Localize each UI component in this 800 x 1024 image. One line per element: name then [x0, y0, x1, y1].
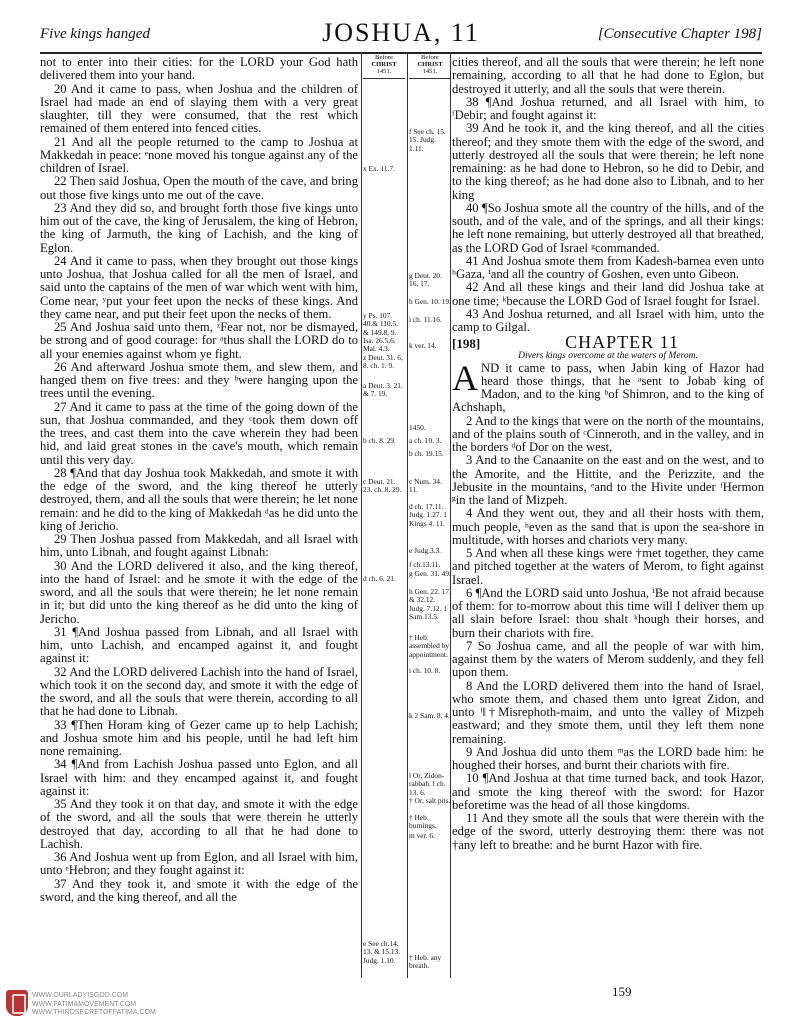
- footer-website-links: [32, 992, 156, 1018]
- verse-paragraph: not to enter into their cities: for the LORD your God hath delivered them into your hand.: [40, 55, 358, 83]
- cross-reference: c Deut. 21. 23. ch. 8. 29.: [363, 477, 402, 495]
- chapter-summary: Divers kings overcome at the waters of Merom.: [518, 350, 698, 361]
- verse-paragraph: 4 And they went out, they and all their hosts with them, much people, ʰeven as the sand that is upon the sea-shore in multitude, with horses and chariots very many.: [452, 506, 764, 547]
- margin-rule-middle: [407, 52, 408, 978]
- page-number: 159: [612, 984, 632, 999]
- cross-reference: † Heb. assembled by appointment.: [409, 633, 450, 659]
- cross-reference: g Deut. 20. 16, 17.: [409, 271, 442, 289]
- verse-paragraph: 38 ¶And Joshua returned, and all Israel with him, to ᶠDebir; and fought against it:: [452, 94, 764, 122]
- cross-reference: y Ps. 107. 40.& 110.5. & 149.8, 9. Isa. 26.5,6. Mal. 4.3.: [363, 311, 399, 354]
- verse-paragraph: 33 ¶Then Horam king of Gezer came up to help Lachish; and Joshua smote him and his people, until he had left him none remaining.: [40, 717, 358, 758]
- verse-paragraph: 24 And it came to pass, when they brought out those kings unto Joshua, that Joshua called for all the men of Israel, and said unto the captains of the men of war which went with him, Come near, ʸput your feet upon the necks of these kings. And they came near, and put their feet upon the necks of them.: [40, 253, 358, 321]
- verse-paragraph: 11 And they smote all the souls that were therein with the edge of the sword, utterly destroying them: there was not †any left to breathe: and he burnt Hazor with fire.: [452, 811, 764, 852]
- footer-link[interactable]: WWW.OURLADYISGOD.COM: [32, 992, 129, 999]
- cross-reference: i ch. 10. 8.: [409, 666, 441, 675]
- cross-reference: m ver. 6.: [409, 831, 435, 840]
- left-text-column: [40, 56, 358, 904]
- verse-paragraph: 22 Then said Joshua, Open the mouth of the cave, and bring out those five kings unto me out of the cave.: [40, 174, 358, 202]
- verse-paragraph: 34 ¶And from Lachish Joshua passed unto Eglon, and all Israel with him: and they encamped against it, and fought against it:: [40, 757, 358, 798]
- cross-reference: k ver. 14.: [409, 341, 437, 350]
- verse-paragraph: 37 And they took it, and smote it with the edge of the sword, and the king thereof, and all the: [40, 876, 358, 904]
- chapter-heading: [452, 332, 764, 353]
- cross-reference: h Gen. 22. 17. & 32.12. Judg. 7.12. 1 Sam.13.5.: [409, 587, 451, 621]
- cross-reference: d ch. 17.11. Judg. 1.27. 1 Kings 4. 11.: [409, 502, 447, 528]
- verse-paragraph: 42 And all these kings and their land did Joshua take at one time; ᵏbecause the LORD God of Israel fought for Israel.: [452, 280, 764, 308]
- cross-reference: † Heb. any breath.: [409, 953, 442, 971]
- cross-reference: a Deut. 3. 21. & 7. 19.: [363, 381, 403, 399]
- cross-reference: c Num. 34. 11.: [409, 477, 442, 495]
- cross-reference: i ch. 11.16.: [409, 315, 442, 324]
- margin-references-right: [409, 52, 451, 980]
- verse-paragraph: 35 And they took it on that day, and smote it with the edge of the sword, and all the souls that were therein he utterly destroyed that day, according to all that he had done to Lachish.: [40, 797, 358, 851]
- verse-paragraph: 6 ¶And the LORD said unto Joshua, ⁱBe not afraid because of them: for to-morrow about this time will I deliver them up all slain before Israel: thou shalt ᵏhough their horses, and burn their chariots with fire.: [452, 585, 764, 640]
- margin-references-left: [363, 52, 405, 980]
- cross-reference: g Gen. 31. 49.: [409, 569, 451, 578]
- header-topic: Five kings hanged: [40, 26, 150, 42]
- verse-paragraph: 21 And all the people returned to the camp to Joshua at Makkedah in peace: ᵉnone moved his tongue against any of the children of Israel.: [40, 134, 358, 175]
- cross-reference: e See ch.14. 13. & 15.13. Judg. 1.10.: [363, 939, 401, 965]
- footer-link[interactable]: WWW.THIRDSECRETOFFATIMA.COM: [32, 1009, 156, 1016]
- verse-paragraph: 2 And to the kings that were on the north of the mountains, and of the plains south of ᶜCinneroth, and in the valley, and in the borders ᵈof Dor on the west,: [452, 413, 764, 454]
- verse-paragraph: 20 And it came to pass, when Joshua and the children of Israel had made an end of slaying them with a very great slaughter, till they were consumed, that the rest which remained of them entered into fenced cities.: [40, 81, 358, 136]
- chronology-date: 1450.: [409, 423, 426, 432]
- verse-paragraph: 32 And the LORD delivered Lachish into the hand of Israel, which took it on the second day, and smote it with the edge of the sword, and all the souls that were therein, according to all that he had done to Libnah.: [40, 664, 358, 719]
- cross-reference: k 2 Sam. 8. 4.: [409, 711, 450, 720]
- verse-paragraph: 31 ¶And Joshua passed from Libnah, and all Israel with him, unto Lachish, and encamped against it, and fought against it:: [40, 624, 358, 666]
- website-logo-icon: [6, 990, 28, 1016]
- margin-date-header: Before CHRIST 1451.: [409, 52, 451, 79]
- cross-reference: x Ex. 11.7.: [363, 164, 395, 173]
- cross-reference: ‖ Or, Zidon-rabbah. l ch. 13. 6.: [409, 771, 446, 797]
- verse-paragraph: 27 And it came to pass at the time of the going down of the sun, that Joshua commanded, and they ᶜtook them down off the trees, and cast them into the cave wherein they had been hid, and laid great stones in the cave's mouth, which remain until this very day.: [40, 399, 358, 467]
- margin-rule-left: [361, 52, 362, 978]
- verse-paragraph: 9 And Joshua did unto them ᵐas the LORD bade him: he houghed their horses, and burnt their chariots with fire.: [452, 744, 764, 772]
- verse-paragraph: 26 And afterward Joshua smote them, and slew them, and hanged them on five trees: and they ᵇwere hanging upon the trees until the evening.: [40, 359, 358, 401]
- verse-paragraph: AND it came to pass, when Jabin king of Hazor had heard those things, that he ᵃsent to Jobab king of Madon, and to the king ᵇof Shimron, and to the king of Achshaph,: [452, 357, 764, 415]
- cross-reference: z Deut. 31. 6, 8. ch. 1. 9.: [363, 353, 403, 371]
- cross-reference: e Judg.3.3.: [409, 546, 442, 555]
- verse-paragraph: 36 And Joshua went up from Eglon, and all Israel with him, unto ᵉHebron; and they fought against it:: [40, 850, 358, 878]
- verse-paragraph: 10 ¶And Joshua at that time turned back, and took Hazor, and smote the king thereof with the sword: for Hazor beforetime was the head of all those kingdoms.: [452, 771, 764, 812]
- cross-reference: a ch. 10. 3.: [409, 436, 442, 445]
- verse-paragraph: 23 And they did so, and brought forth those five kings unto him out of the cave, the king of Jerusalem, the king of Hebron, the king of Jarmuth, the king of Lachish, and the king of Eglon.: [40, 200, 358, 255]
- verse-paragraph: 8 And the LORD delivered them into the hand of Israel, who smote them, and chased them unto ‖great Zidon, and unto ˡ‖†Misrephoth-maim, and unto the valley of Mizpeh eastward; and they smote them, until they left them none remaining.: [452, 678, 764, 746]
- cross-reference: † Heb. burnings.: [409, 813, 437, 831]
- footer-link[interactable]: WWW.FATIMAMOVEMENT.COM: [32, 1000, 137, 1008]
- verse-paragraph: 40 ¶So Joshua smote all the country of the hills, and of the south, and of the vale, and of the springs, and all their kings: he left none remaining, but utterly destroyed all that breathed, as the LORD God of Israel ᵍcommanded.: [452, 200, 764, 255]
- drop-cap: A: [452, 357, 478, 398]
- cross-reference: d ch. 6. 21.: [363, 574, 396, 583]
- page-title: JOSHUA, 11: [322, 18, 480, 47]
- cross-reference: † Or, salt pits.: [409, 796, 451, 805]
- verse-paragraph: 41 And Joshua smote them from Kadesh-barnea even unto ʰGaza, ⁱand all the country of Goshen, even unto Gibeon.: [452, 253, 764, 281]
- verse-paragraph: 43 And Joshua returned, and all Israel with him, unto the camp to Gilgal.: [452, 306, 764, 334]
- verse-paragraph: 3 And to the Canaanite on the east and on the west, and to the Amorite, and the Hittite, and the Perizzite, and the Jebusite in the mountains, ᵉand to the Hivite under ᶠHermon ᵍin the land of Mizpeh.: [452, 453, 764, 507]
- margin-date-header: Before CHRIST 1451.: [363, 52, 405, 79]
- verse-paragraph: 29 Then Joshua passed from Makkedah, and all Israel with him, unto Libnah, and fought against Libnah:: [40, 532, 358, 560]
- chapter-title: CHAPTER 11: [565, 332, 679, 353]
- cross-reference: b ch. 19.15.: [409, 449, 444, 458]
- verse-paragraph: 39 And he took it, and the king thereof, and all the cities thereof; and they smote them with the edge of the sword, and utterly destroyed all the souls that were therein; he left none remaining: as he had done to Hebron, so he did to Debir, and to the king thereof; as he had done also to Libnah, and to her king: [452, 121, 764, 202]
- cross-reference: h Gen. 10. 19.: [409, 297, 451, 306]
- right-text-column: [452, 56, 764, 852]
- verse-paragraph: 25 And Joshua said unto them, ᶻFear not, nor be dismayed, be strong and of good courage: for ᵃthus shall the LORD do to all your enemies against whom ye fight.: [40, 320, 358, 361]
- cross-reference: b ch. 8. 29.: [363, 436, 396, 445]
- verse-paragraph: 7 So Joshua came, and all the people of war with him, against them by the waters of Merom suddenly, and they fell upon them.: [452, 638, 764, 680]
- cross-reference: f ch.13.11.: [409, 560, 441, 569]
- consecutive-chapter-number: [198]: [452, 336, 481, 352]
- running-header: [40, 18, 762, 54]
- verse-paragraph: 30 And the LORD delivered it also, and the king thereof, into the hand of Israel: and he smote it with the edge of the sword, and all the souls that were therein; he let none remain in it; but did unto the king thereof as he did unto the king of Jericho.: [40, 558, 358, 626]
- verse-paragraph: cities thereof, and all the souls that were therein; he left none remaining, according to all that he had done to Eglon, but destroyed it utterly, and all the souls that were therein.: [452, 55, 764, 96]
- verse-paragraph: 5 And when all these kings were †met together, they came and pitched together at the waters of Merom, to fight against Israel.: [452, 546, 764, 587]
- verse-paragraph: 28 ¶And that day Joshua took Makkedah, and smote it with the edge of the sword, and the king thereof he utterly destroyed, them, and all the souls that were therein; he let none remain: and he did to the king of Makkedah ᵈas he did unto the king of Jericho.: [40, 465, 358, 533]
- cross-reference: f See ch. 15. 15. Judg. 1.11.: [409, 127, 446, 153]
- header-chapter: [Consecutive Chapter 198]: [597, 26, 762, 42]
